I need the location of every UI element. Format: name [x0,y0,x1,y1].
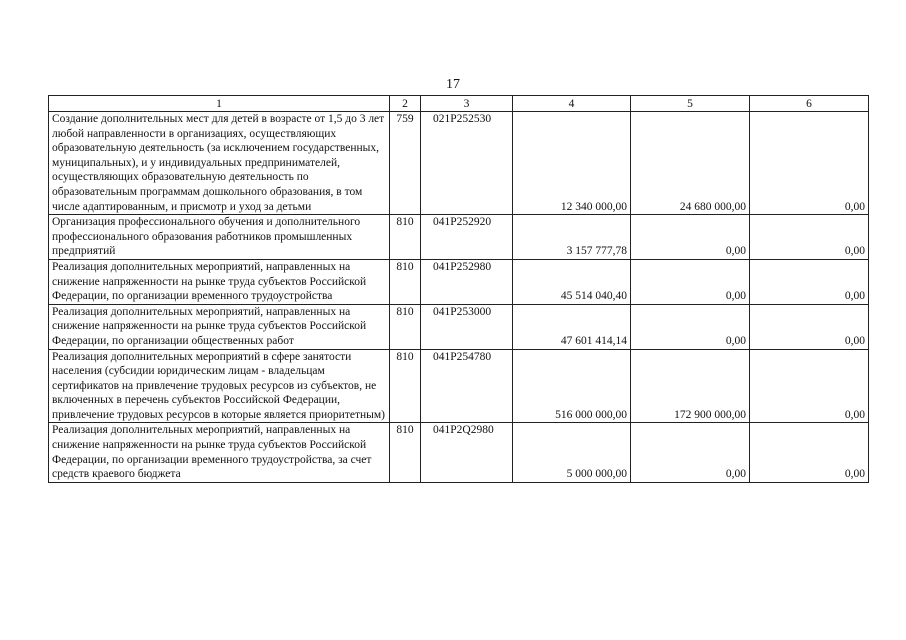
row-amount-col6: 0,00 [750,112,869,215]
row-code-col3: 041P252980 [421,259,513,304]
row-name: Реализация дополнительных мероприятий, направленных на снижение напряженности на рынке труда субъектов Российской Федерации, по организации общественных работ [49,304,390,349]
row-name: Организация профессионального обучения и дополнительного профессионального образования работников промышленных предприятий [49,215,390,260]
row-code-col2: 810 [390,349,421,423]
row-amount-col4: 45 514 040,40 [513,259,631,304]
row-code-col2: 759 [390,112,421,215]
row-code-col3: 041P253000 [421,304,513,349]
budget-table [48,95,869,483]
column-header-6: 6 [750,96,869,112]
table-row [49,423,869,482]
column-header-4: 4 [513,96,631,112]
table-row [49,112,869,215]
table-row [49,304,869,349]
row-amount-col6: 0,00 [750,304,869,349]
row-amount-col5: 0,00 [631,423,750,482]
row-amount-col4: 516 000 000,00 [513,349,631,423]
row-code-col2: 810 [390,215,421,260]
row-code-col3: 041P2Q2980 [421,423,513,482]
row-amount-col5: 24 680 000,00 [631,112,750,215]
row-name: Создание дополнительных мест для детей в возрасте от 1,5 до 3 лет любой направленности в организациях, осуществляющих образовательную деятельность (за исключением государственных, муниципальных), и у индивидуальных предпринимателей, осуществляющих образовательную деятельность по образовательным программам дошкольного образования, в том числе адаптированным, и присмотр и уход за детьми [49,112,390,215]
row-name: Реализация дополнительных мероприятий, направленных на снижение напряженности на рынке труда субъектов Российской Федерации, по организации временного трудоустройства, за счет средств краевого бюджета [49,423,390,482]
table-row [49,259,869,304]
page-number: 17 [446,77,460,92]
row-amount-col6: 0,00 [750,423,869,482]
row-code-col2: 810 [390,304,421,349]
row-amount-col5: 0,00 [631,215,750,260]
row-name: Реализация дополнительных мероприятий, направленных на снижение напряженности на рынке труда субъектов Российской Федерации, по организации временного трудоустройства [49,259,390,304]
row-amount-col6: 0,00 [750,259,869,304]
row-amount-col4: 5 000 000,00 [513,423,631,482]
header-row [49,96,869,112]
row-amount-col5: 0,00 [631,304,750,349]
row-amount-col6: 0,00 [750,349,869,423]
row-code-col2: 810 [390,259,421,304]
row-amount-col4: 47 601 414,14 [513,304,631,349]
row-code-col3: 041P252920 [421,215,513,260]
row-code-col2: 810 [390,423,421,482]
row-amount-col5: 0,00 [631,259,750,304]
column-header-1: 1 [49,96,390,112]
row-amount-col4: 3 157 777,78 [513,215,631,260]
column-header-3: 3 [421,96,513,112]
table-row [49,349,869,423]
row-amount-col6: 0,00 [750,215,869,260]
row-amount-col5: 172 900 000,00 [631,349,750,423]
table-row [49,215,869,260]
row-code-col3: 021P252530 [421,112,513,215]
column-header-2: 2 [390,96,421,112]
column-header-5: 5 [631,96,750,112]
row-code-col3: 041P254780 [421,349,513,423]
row-name: Реализация дополнительных мероприятий в сфере занятости населения (субсидии юридическим лицам - владельцам сертификатов на привлечение трудовых ресурсов из субъектов, не включенных в перечень субъектов Российской Федерации, привлечение трудовых ресурсов в которые является приоритетным) [49,349,390,423]
row-amount-col4: 12 340 000,00 [513,112,631,215]
